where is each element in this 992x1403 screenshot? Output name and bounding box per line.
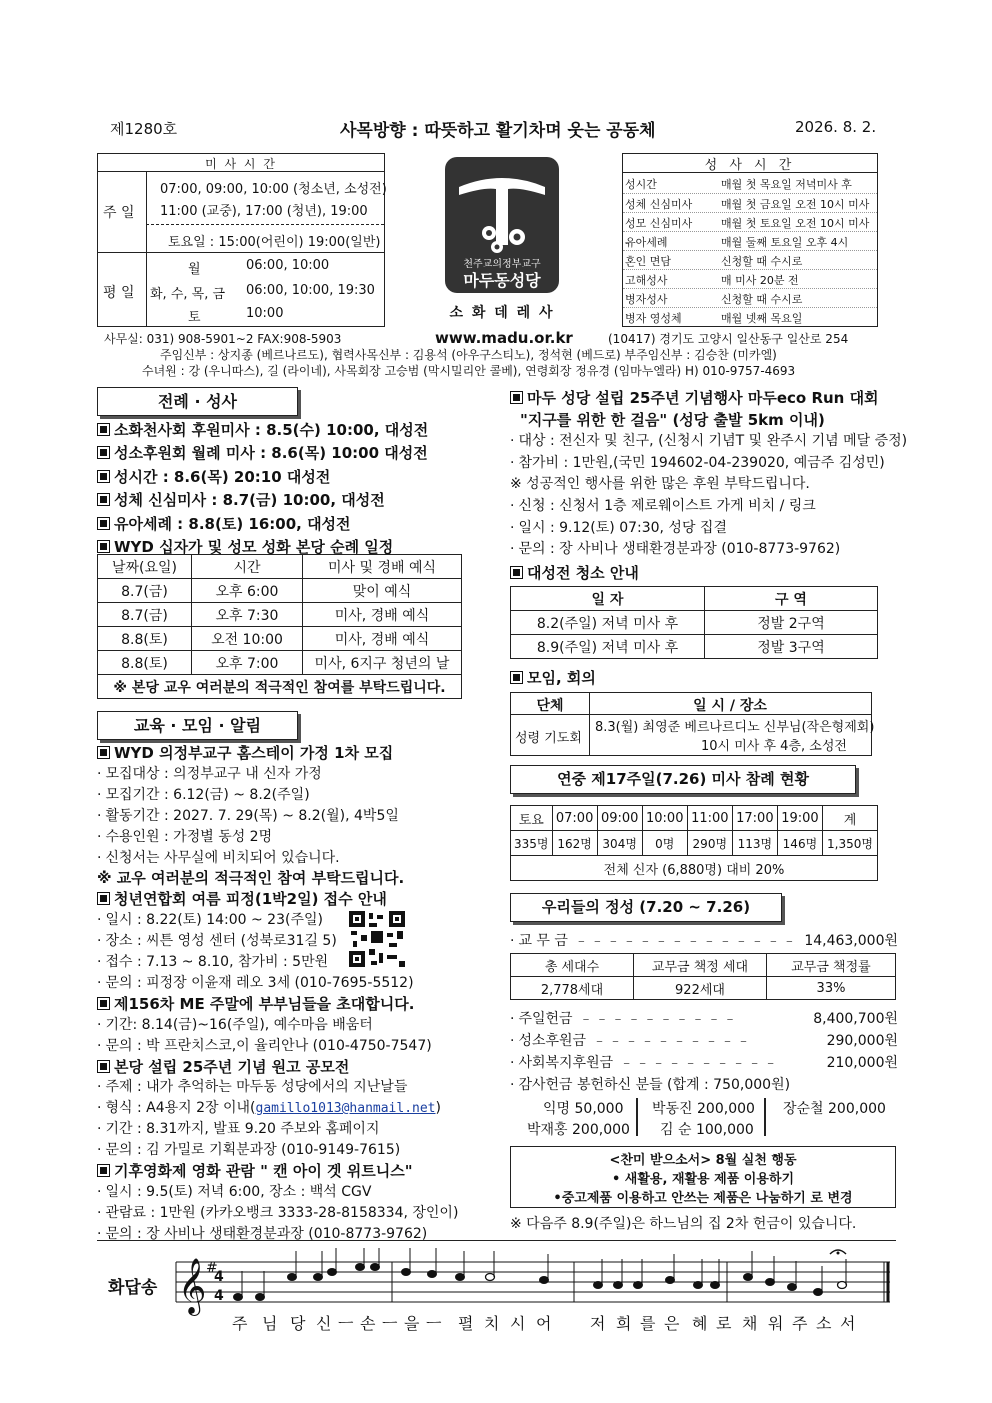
attendance-table [510,805,878,881]
cleaning-title: 대성전 청소 안내 [510,562,639,583]
sacrament-time: 매월 첫 토요일 오전 10시 미사 [721,217,870,230]
attendance-value: 335명 [511,831,553,856]
table-header: 미사 및 경배 예식 [303,555,462,579]
offering-item: · 사회복지후원금 ﹣﹣﹣﹣﹣﹣﹣﹣﹣﹣ 210,000원 [510,1055,898,1071]
wyd-schedule-table [97,554,462,699]
note-mark [814,1289,823,1296]
notice-line: · 일시 : 9.12(토) 07:30, 성당 집결 [510,519,727,536]
note-mark [614,1282,623,1289]
table-header: 11:00 [687,806,732,831]
notice-line: · 접수 : 7.13 ~ 8.10, 참가비 : 5만원 [97,954,329,970]
table-header: 07:00 [552,806,597,831]
attendance-value: 290명 [687,831,732,856]
notice-line: · 관람료 : 1만원 (카카오뱅크 3333-28-8158334, 장인이) [97,1204,459,1221]
offering-item: · 주일헌금 ﹣﹣﹣﹣﹣﹣﹣﹣﹣﹣ 8,400,700원 [510,1011,898,1027]
meeting-line2: 10시 미사 후 4층, 소성전 [701,739,847,754]
notice-line: · 형식 : A4용지 2장 이내(gamillo1013@hanmail.net) [97,1100,441,1117]
table-header: 단체 [536,698,564,714]
note-mark [234,1294,243,1301]
liturgy-item: WYD 십자가 및 성모 성화 본당 순례 일정 [97,536,393,557]
note-mark [766,1279,775,1286]
note-mark [666,1277,675,1284]
notice-line: · 모집대상 : 의정부교구 내 신자 가정 [97,765,322,782]
youth-retreat-title: 청년연합회 여름 피정(1박2일) 접수 안내 [97,888,387,909]
sacrament-times-box [622,153,878,327]
notice-line: · 문의 : 장 사비나 생태환경분과장 (010-8773-9762) [510,541,841,558]
liturgy-section-header: 전례 · 성사 [97,387,298,416]
sacrament-name: 병자성사 [625,293,668,306]
note-mark [328,1269,337,1276]
sacrament-time: 매월 첫 금요일 오전 10시 미사 [721,198,870,211]
meeting-table [510,692,875,756]
weekday-time: 06:00, 10:00 [246,258,330,273]
attendance-value: 1,350명 [822,831,877,856]
weekday-day: 월 [188,262,201,277]
sacrament-name: 유아세례 [625,236,668,249]
sacrament-time: 매 미사 20분 전 [721,274,799,287]
gyomu-row: · 교 무 금 ﹣﹣﹣﹣﹣﹣﹣﹣﹣﹣﹣﹣﹣﹣ 14,463,000원 [510,933,898,949]
list-item [623,288,877,308]
film-title: 기후영화제 영화 관람 " 캔 아이 겟 위트니스" [97,1160,413,1181]
sunday-mass-line2: 11:00 (교중), 17:00 (청년), 19:00 [160,204,368,219]
note-mark [788,1284,797,1291]
list-item [623,231,877,251]
issue-number: 제1280호 [110,120,178,138]
note-mark [594,1282,603,1289]
lyric-syllable: 채 [742,1314,758,1333]
sacrament-time: 매월 둘째 토요일 오후 4시 [721,236,849,249]
next-week-note: ※ 다음주 8.9(주일)은 하느님의 집 2차 헌금이 있습니다. [510,1216,857,1232]
notice-line: · 대상 : 전신자 및 친구, (신청시 기념T 및 완주시 기념 메달 증정) [510,433,908,450]
homestay-title: WYD 의정부교구 홈스테이 가정 1차 모집 [97,742,393,763]
meeting-group: 성령 기도회 [515,731,582,746]
donor: 장순철 200,000 [783,1101,886,1117]
notice-line: · 기간 : 8.31까지, 발표 9.20 주보와 홈페이지 [97,1121,380,1138]
note-mark [314,1274,323,1281]
liturgy-item: 성소후원회 월례 미사 : 8.6(목) 10:00 대성전 [97,442,428,463]
list-item [623,193,877,213]
attendance-value: 113명 [732,831,777,856]
note-mark [486,1274,495,1281]
offering-item: · 성소후원금 ﹣﹣﹣﹣﹣﹣﹣﹣﹣﹣ 290,000원 [510,1033,898,1049]
lyric-syllable: 시 [510,1314,526,1333]
lyric-syllable: 주 [792,1314,808,1333]
lyric-syllable: 신 [316,1314,332,1333]
meeting-line1: 8.3(월) 최영준 베르나르디노 신부님(작은형제회) [595,720,875,735]
table-row: 2,778세대 922세대 33% [511,977,896,1000]
sacrament-name: 혼인 면담 [625,255,672,268]
sacrament-time: 매월 넷째 목요일 [721,312,803,325]
lyric-syllable: 희 [616,1314,632,1333]
office-phone: 사무실: 031) 908-5901~2 FAX:908-5903 [104,332,342,346]
attendance-header: 연중 제17주일(7.26) 미사 참례 현황 [510,765,856,794]
lyric-syllable: 저 [590,1314,606,1333]
liturgy-item: 소화천사회 후원미사 : 8.5(수) 10:00, 대성전 [97,419,428,440]
sacrament-time: 신청할 때 수시로 [721,293,803,306]
lyric-syllable: 혜 [692,1314,708,1333]
table-header: 일 시 / 장소 [693,698,767,714]
website-link[interactable]: www.madu.or.kr [435,329,573,347]
table-row: 8.7(금) 오후 6:00 맞이 예식 [98,579,462,603]
note-mark [744,1274,753,1281]
notice-line: · 신청서는 사무실에 비치되어 있습니다. [97,849,340,866]
attendance-total: 전체 신자 (6,880명) 대비 20% [511,856,878,881]
weekday-time: 06:00, 10:00, 19:30 [246,283,375,298]
issue-date: 2026. 8. 2. [795,118,877,136]
parish-name: 마두동성당 [463,271,541,290]
notice-line: · 일시 : 9.5(토) 저녁 6:00, 장소 : 백석 CGV [97,1183,372,1200]
svg-text:#: # [206,1260,218,1276]
staff-line2: 수녀원 : 강 (우니따스), 길 (라이네), 사목회장 고승범 (막시밀리안 콜베), 연령회장 정유경 (임마누엘라) H) 010-9757-4693 [142,364,796,378]
sacrament-title: 성 사 시 간 [704,158,796,173]
note-mark [694,1282,703,1289]
sunday-label: 주 일 [103,205,135,221]
weekday-label: 평 일 [103,285,135,301]
music-staff-icon [170,1248,896,1316]
lyric-syllable: 로 [716,1314,732,1333]
list-item [623,212,877,232]
notice-line: · 문의 : 김 가밀로 기획분과장 (010-9149-7615) [97,1142,401,1159]
table-row: 8.9(주일) 저녁 미사 후 정발 3구역 [511,635,878,659]
lyric-syllable: 펼 [458,1314,474,1333]
lyric-syllable: 당 [290,1314,306,1333]
table-header: 10:00 [642,806,687,831]
donor: 박동진 200,000 [652,1101,755,1117]
note-mark [256,1294,265,1301]
sacrament-time: 매월 첫 목요일 저녁미사 후 [721,178,852,191]
attendance-value: 0명 [642,831,687,856]
education-section-header: 교육 · 모임 · 알림 [97,711,298,740]
notice-line: · 참가비 : 1만원,(국민 194602-04-239020, 예금주 김성민) [510,454,885,471]
svg-text:𝄞: 𝄞 [178,1258,207,1314]
svg-text:4: 4 [214,1288,224,1304]
eco-run-subtitle: "지구를 위한 한 걸음" (성당 출발 5km 이내) [520,410,825,429]
donor: 익명 50,000 [543,1101,624,1117]
lyric-syllable: ㅡ [426,1314,442,1333]
weekday-day: 화, 수, 목, 금 [150,287,226,302]
note-mark [371,1264,380,1271]
note-mark [402,1269,411,1276]
lyric-syllable: 워 [768,1314,784,1333]
note-mark [838,1282,847,1289]
notice-line: · 주제 : 내가 추억하는 마두동 성당에서의 지난날들 [97,1079,408,1096]
homestay-note: ※ 교우 여러분의 적극적인 참여 부탁드립니다. [97,869,405,888]
mass-times-box [97,153,385,327]
donor: 박재홍 200,000 [527,1122,630,1138]
lyric-syllable: 서 [840,1314,856,1333]
notice-line: · 장소 : 씨튼 영성 센터 (성북로31길 5) [97,933,337,950]
notice-line: · 기간: 8.14(금)~16(주일), 예수마음 배움터 [97,1016,373,1033]
table-header: 09:00 [597,806,642,831]
notice-line: · 수용인원 : 가정별 동성 2명 [97,828,273,845]
table-row: 8.8(토) 오후 7:00 미사, 6지구 청년의 날 [98,651,462,675]
meeting-title: 모임, 회의 [510,667,596,688]
table-header: 시간 [192,555,303,579]
gyomu-table: 총 세대수 교무금 책정 세대 교무금 책정률 2,778세대 922세대 33% [510,953,896,1000]
parish-logo [445,157,559,293]
table-header: 19:00 [777,806,822,831]
eco-run-note: ※ 성공적인 행사를 위한 많은 후원 부탁드립니다. [510,476,810,493]
list-item [623,307,877,327]
cleaning-table [510,586,878,659]
list-item [623,250,877,270]
table-header: 17:00 [732,806,777,831]
table-header: 날짜(요일) [98,555,192,579]
note-mark [456,1274,465,1281]
offering-header: 우리들의 정성 (7.20 ~ 7.26) [510,893,782,922]
sacrament-name: 성체 신심미사 [625,198,693,211]
me-weekend-title: 제156차 ME 주말에 부부님들을 초대합니다. [97,993,414,1014]
lyric-syllable: 을 [404,1314,420,1333]
notice-line: · 활동기간 : 2027. 7. 29(목) ~ 8.2(월), 4박5일 [97,807,399,824]
notice-line: · 모집기간 : 6.12(금) ~ 8.2(주일) [97,786,310,803]
lyric-syllable: 은 [664,1314,680,1333]
sacrament-name: 성모 신심미사 [625,217,693,230]
lyric-syllable: 소 [816,1314,832,1333]
liturgy-item: 성시간 : 8.6(목) 20:10 대성전 [97,466,330,487]
email-link[interactable]: gamillo1013@hanmail.net [255,1101,436,1117]
patron-name: 소 화 데 레 사 [449,305,555,321]
attendance-value: 146명 [777,831,822,856]
address: (10417) 경기도 고양시 일산동구 일산로 254 [608,332,849,346]
table-row: 8.7(금) 오후 7:30 미사, 경배 예식 [98,603,462,627]
thanks-offering: · 감사헌금 봉헌하신 분들 (합계 : 750,000원) [510,1077,791,1093]
lyric-syllable: 어 [536,1314,552,1333]
note-mark [711,1282,720,1289]
lyric-syllable: 치 [484,1314,500,1333]
table-row: 8.2(주일) 저녁 미사 후 정발 2구역 [511,611,878,635]
donor: 김 순 100,000 [660,1122,754,1138]
lyric-syllable: 손 [360,1314,376,1333]
staff-line1: 주임신부 : 상지종 (베르나르도), 협력사목신부 : 김용석 (아우구스티노), 정석현 (베드로) 부주임신부 : 김승찬 (미카엘) [160,348,777,362]
weekday-time: 10:00 [246,306,284,321]
attendance-value: 162명 [552,831,597,856]
essay-contest-title: 본당 설립 25주년 기념 원고 공모전 [97,1056,349,1077]
table-header: 계 [822,806,877,831]
table-header: 토요 [511,806,553,831]
sunday-mass-line1: 07:00, 09:00, 10:00 (청소년, 소성전) [160,182,387,197]
wyd-note: ※ 본당 교우 여러분의 적극적인 참여를 부탁드립니다. [98,675,462,699]
pastoral-motto: 사목방향 : 따뜻하고 활기차며 웃는 공동체 [340,121,656,141]
psalm-label: 화답송 [108,1278,158,1298]
sacrament-name: 성시간 [625,178,657,191]
notice-line: · 문의 : 박 프란치스코,이 율리안나 (010-4750-7547) [97,1037,432,1054]
note-mark [428,1271,437,1278]
lyric-syllable: 를 [640,1314,656,1333]
notice-line: · 문의 : 장 사비나 생태환경분과장 (010-8773-9762) [97,1225,428,1242]
sacrament-time: 신청할 때 수시로 [721,255,803,268]
notice-line: · 신청 : 신청서 1층 제로웨이스트 가게 비치 / 링크 [510,498,816,514]
weekday-day: 토 [188,310,201,325]
diocese-name: 천주교의정부교구 [463,259,541,270]
lyric-syllable: 님 [262,1314,278,1333]
list-item [623,174,877,193]
qr-code-icon[interactable] [349,911,405,967]
note-mark [356,1264,365,1271]
mass-title: 미 사 시 간 [205,157,277,171]
saturday-mass-line: 토요일 : 15:00(어린이) 19:00(일반) [168,235,381,250]
sacrament-name: 병자 영성체 [625,312,682,325]
lyric-syllable: 주 [232,1314,248,1333]
sacrament-name: 고해성사 [625,274,668,287]
table-row: 8.8(토) 오전 10:00 미사, 경배 예식 [98,627,462,651]
attendance-value: 304명 [597,831,642,856]
lyric-syllable: ㅡ [382,1314,398,1333]
liturgy-item: 유아세례 : 8.8(토) 16:00, 대성전 [97,513,351,534]
eco-run-title: 마두 성당 설립 25주년 기념행사 마두eco Run 대회 [510,387,879,408]
notice-line: · 일시 : 8.22(토) 14:00 ~ 23(주일) [97,912,323,929]
lyric-syllable: ㅡ [338,1314,354,1333]
practice-box: <찬미 받으소서> 8월 실천 행동 • 새활용, 재활용 제품 이용하기 •중고제품 이용하고 안쓰는 제품은 나눔하기 로 변경 [510,1146,896,1208]
table-header: 일 자 [511,587,705,611]
note-mark [540,1277,549,1284]
note-mark [288,1274,297,1281]
list-item [623,269,877,289]
notice-line: · 문의 : 피정장 이윤재 레오 3세 (010-7695-5512) [97,974,414,991]
table-header: 구 역 [705,587,878,611]
svg-text:4: 4 [214,1269,224,1285]
note-mark [634,1282,643,1289]
liturgy-item: 성체 신심미사 : 8.7(금) 10:00, 대성전 [97,489,385,510]
